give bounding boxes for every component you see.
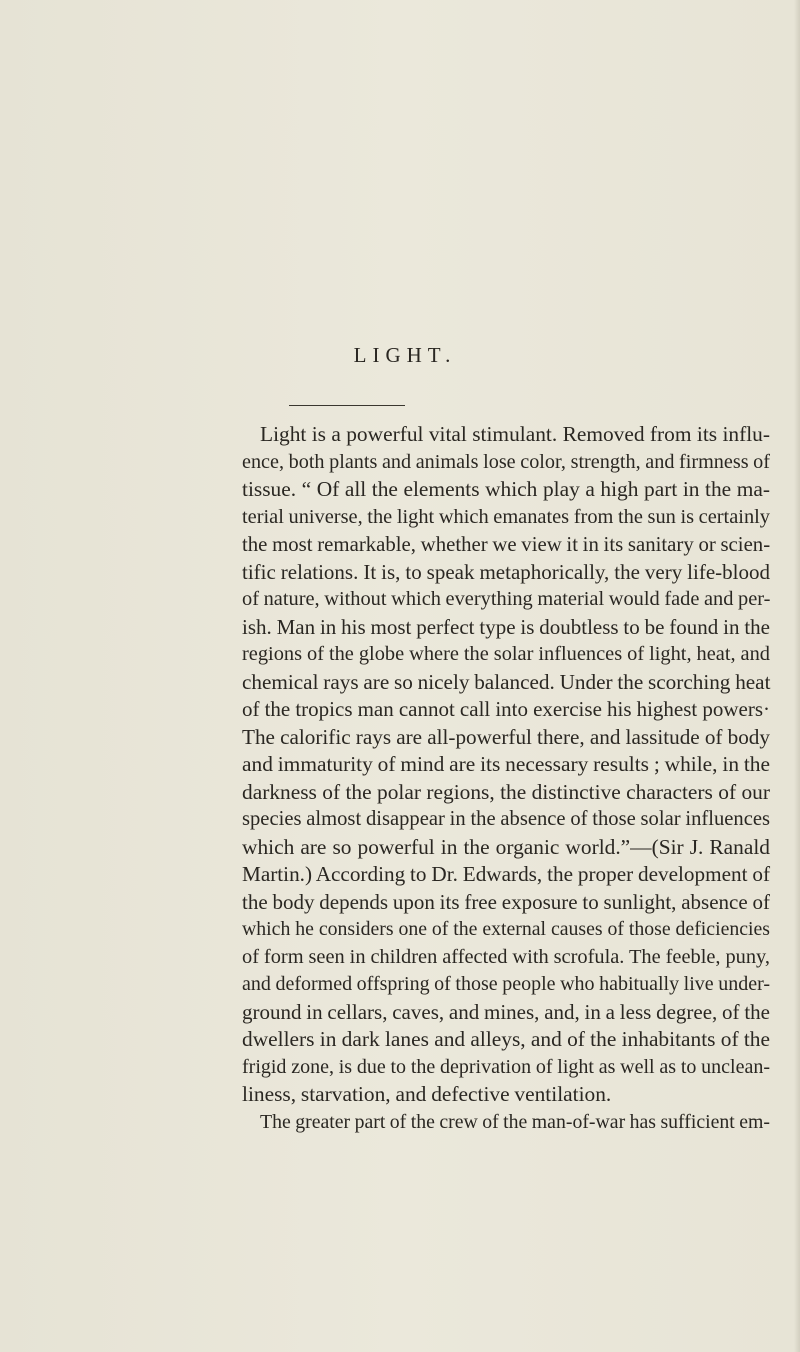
text-line-26: The greater part of the crew of the man-of-war has sufficient em- <box>260 1110 770 1133</box>
text-line-25: liness, starvation, and defective ventilation. <box>242 1082 612 1106</box>
text-line-10: chemical rays are so nicely balanced. Under the scorching heat <box>242 669 771 694</box>
text-line-11: of the tropics man cannot call into exercise his highest powers· <box>242 697 770 721</box>
text-line-2: ence, both plants and animals lose color, strength, and firmness of <box>242 450 770 473</box>
text-line-14: darkness of the polar regions, the distinctive characters of our <box>242 779 770 804</box>
text-line-3: tissue. “ Of all the elements which play a high part in the ma- <box>242 477 770 501</box>
text-line-6: tific relations. It is, to speak metaphorically, the very life-blood <box>242 559 770 584</box>
page-edge <box>794 0 800 1352</box>
text-line-1: Light is a powerful vital stimulant. Removed from its influ- <box>260 422 770 446</box>
text-line-19: which he considers one of the external causes of those deficiencies <box>242 918 770 940</box>
body-text <box>242 421 771 1136</box>
text-line-18: the body depends upon its free exposure to sunlight, absence of <box>242 889 770 914</box>
text-line-22: ground in cellars, caves, and mines, and, in a less degree, of the <box>242 999 770 1024</box>
text-line-4: terial universe, the light which emanates from the sun is certainly <box>242 505 770 528</box>
chapter-heading: LIGHT. <box>353 343 457 367</box>
text-line-8: ish. Man in his most perfect type is doubtless to be found in the <box>242 614 770 639</box>
text-line-9: regions of the globe where the solar influences of light, heat, and <box>242 643 770 665</box>
text-line-24: frigid zone, is due to the deprivation of light as well as to unclean- <box>242 1055 770 1078</box>
text-line-16: which are so powerful in the organic world.”—(Sir J. Ranald <box>242 834 770 859</box>
heading-rule <box>289 405 405 406</box>
text-line-12: The calorific rays are all-powerful there, and lassitude of body <box>242 724 770 749</box>
text-line-21: and deformed offspring of those people who habitually live under- <box>242 973 770 995</box>
text-line-5: the most remarkable, whether we view it in its sanitary or scien- <box>242 533 771 556</box>
text-line-15: species almost disappear in the absence of those solar influences <box>242 808 770 830</box>
text-line-7: of nature, without which everything material would fade and per- <box>242 588 771 610</box>
text-line-23: dwellers in dark lanes and alleys, and of the inhabitants of the <box>242 1027 770 1051</box>
text-line-17: Martin.) According to Dr. Edwards, the proper development of <box>242 862 770 886</box>
text-line-20: of form seen in children affected with scrofula. The feeble, puny, <box>242 945 770 968</box>
text-line-13: and immaturity of mind are its necessary results ; while, in the <box>242 752 770 776</box>
